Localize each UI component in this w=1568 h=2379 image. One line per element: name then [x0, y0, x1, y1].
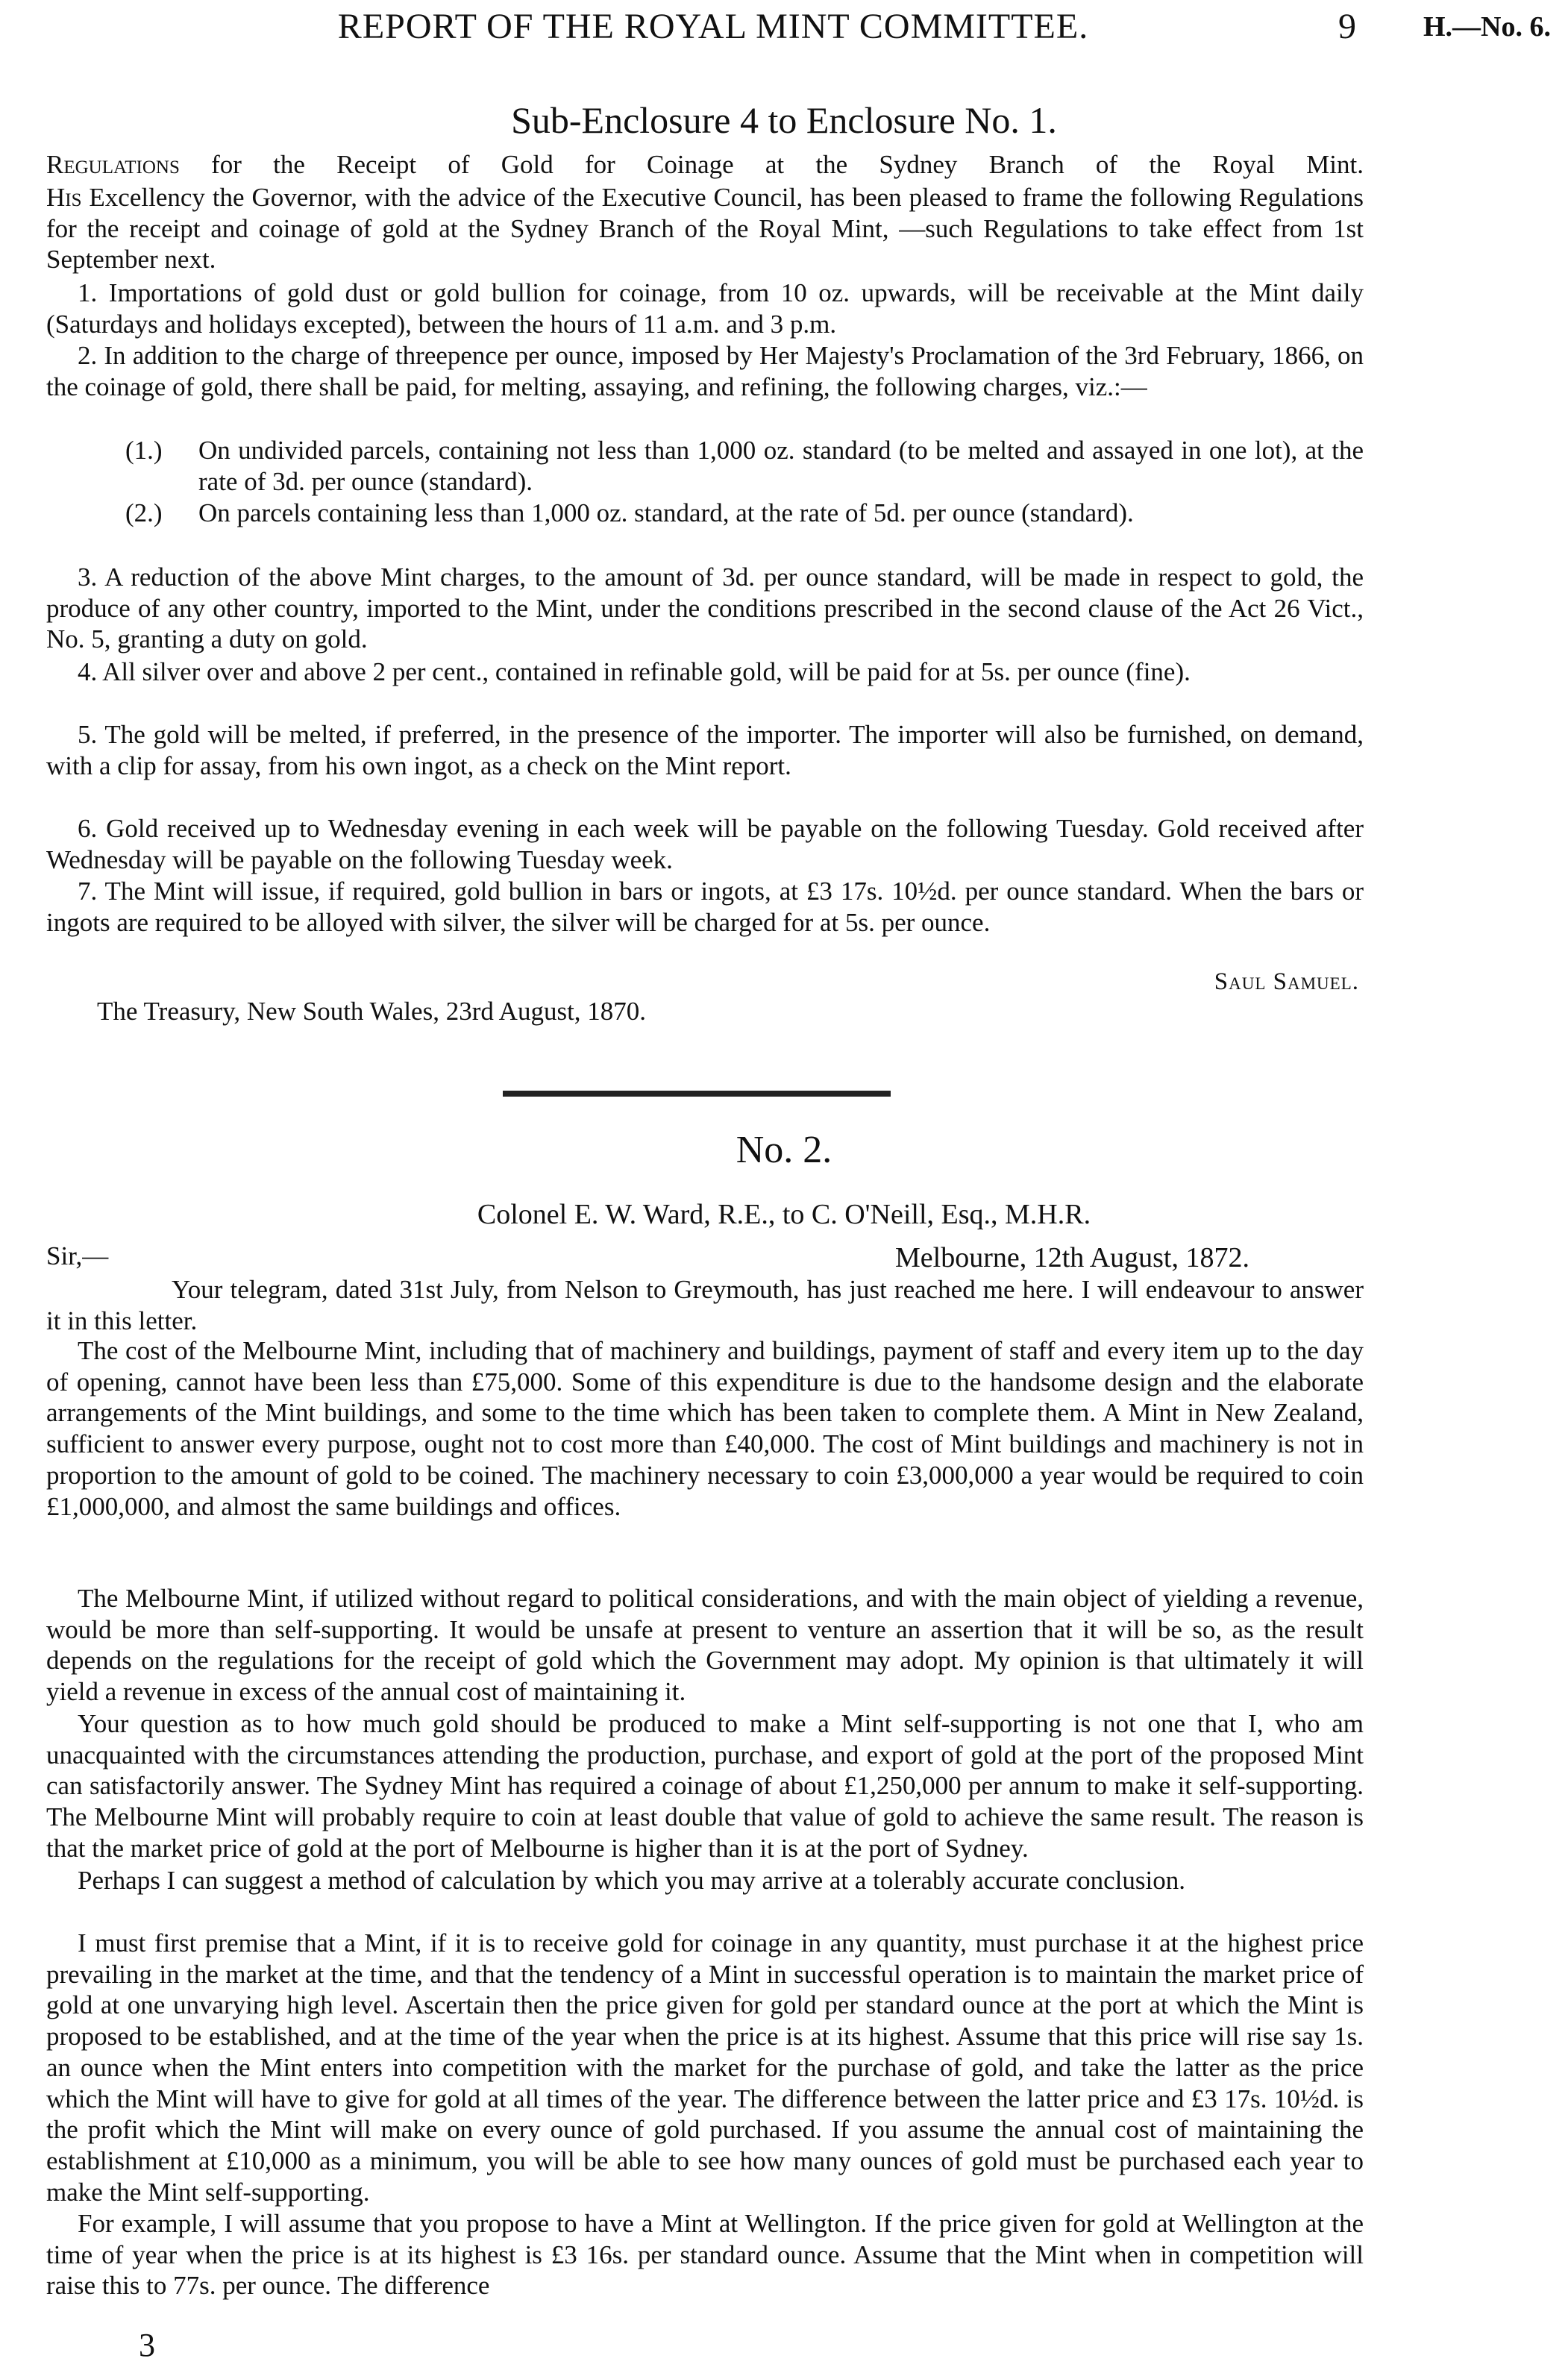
- regulations-intro: [46, 182, 1364, 275]
- regulations-heading: [46, 149, 1364, 181]
- paper-reference: H.—No. 6.: [1423, 11, 1551, 43]
- letter-paragraph-5: Perhaps I can suggest a method of calculation by which you may arrive at a tolerably accurate conclusion.: [78, 1866, 1186, 1895]
- rule-3: 3. A reduction of the above Mint charges, to the amount of 3d. per ounce standard, will be made in respect to gold, the produce of any other country, imported to the Mint, under the conditions prescribed in the second clause of the Act 26 Vict., No. 5, granting a duty on gold.: [46, 562, 1364, 654]
- letter-number: No. 2.: [736, 1129, 832, 1171]
- sub-rule-1-number: (1.): [125, 436, 163, 465]
- intro-rest: Excellency the Governor, with the advice of the Executive Council, has been pleased to frame the following Regulations for the receipt and coinage of gold at the Sydney Branch of the Royal Mint, —such Regulations to take effect from 1st September next.: [46, 183, 1364, 275]
- sub-rule-2-text: On parcels containing less than 1,000 oz. standard, at the rate of 5d. per ounce (standard).: [198, 498, 1134, 527]
- letter-address: Colonel E. W. Ward, R.E., to C. O'Neill, Esq., M.H.R.: [477, 1199, 1091, 1230]
- letter-paragraph-1: Your telegram, dated 31st July, from Nelson to Greymouth, has just reached me here. I will endeavour to answer it in this letter.: [46, 1275, 1364, 1335]
- rule-6: 6. Gold received up to Wednesday evening in each week will be payable on the following Tuesday. Gold received after Wednesday will be payable on the following Tuesday week.: [46, 814, 1364, 874]
- regulations-heading-rest: for the Receipt of Gold for Coinage at the Sydney Branch of the Royal Mint.: [179, 150, 1364, 179]
- signature-saul-samuel: Saul Samuel.: [1214, 968, 1359, 995]
- salutation: Sir,—: [46, 1241, 109, 1270]
- sub-rule-1-text: On undivided parcels, containing not less than 1,000 oz. standard (to be melted and assayed in one lot), at the rate of 3d. per ounce (standard).: [198, 436, 1364, 496]
- rule-2: 2. In addition to the charge of threepence per ounce, imposed by Her Majesty's Proclamation of the 3rd February, 1866, on the coinage of gold, there shall be paid, for melting, assaying, and refining, the following charges, viz.:—: [46, 341, 1364, 401]
- sub-enclosure-title: Sub-Enclosure 4 to Enclosure No. 1.: [511, 99, 1057, 141]
- treasury-dateline: The Treasury, New South Wales, 23rd August, 1870.: [97, 997, 647, 1026]
- letter-paragraph-6: I must first premise that a Mint, if it is to receive gold for coinage in any quantity, must purchase it at the highest price prevailing in the market at the time, and that the tendency of a Mint in successful operation is to maintain the market price of gold at one unvarying high level. Ascertain then the price given for gold per standard ounce at the port at which the Mint is proposed to be established, and at the time of the year when the price is at its highest. Assume that this price will rise say 1s. an ounce when the Mint enters into competition with the market for the purchase of gold, and take the latter as the price which the Mint will have to give for gold at all times of the year. The difference between the latter price and £3 17s. 10½d. is the profit which the Mint will make on every ounce of gold purchased. If you assume the annual cost of maintaining the establishment at £10,000 as a minimum, you will be able to see how many ounces of gold must be purchased each year to make the Mint self-supporting.: [46, 1928, 1364, 2207]
- regulations-heading-smallcaps: Regulations: [46, 150, 180, 179]
- place-date: Melbourne, 12th August, 1872.: [895, 1242, 1249, 1273]
- letter-paragraph-2: The cost of the Melbourne Mint, including that of machinery and buildings, payment of staff and every item up to the day of opening, cannot have been less than £75,000. Some of this expenditure is due to the handsome design and the elaborate arrangements of the Mint buildings, and some to the time which has been taken to complete them. A Mint in New Zealand, sufficient to answer every purpose, ought not to cost more than £40,000. The cost of Mint buildings and machinery is not in proportion to the amount of gold to be coined. The machinery necessary to coin £3,000,000 a year would be required to coin £1,000,000, and almost the same buildings and offices.: [46, 1336, 1364, 1521]
- intro-smallcaps: His: [46, 183, 82, 212]
- letter-paragraph-3: The Melbourne Mint, if utilized without regard to political considerations, and with the main object of yielding a revenue, would be more than self-supporting. It would be unsafe at present to venture an assertion that it will be so, as the result depends on the regulations for the receipt of gold which the Government may adopt. My opinion is that ultimately it will yield a revenue in excess of the annual cost of maintaining it.: [46, 1584, 1364, 1707]
- rule-7: 7. The Mint will issue, if required, gold bullion in bars or ingots, at £3 17s. 10½d. per ounce standard. When the bars or ingots are required to be alloyed with silver, the silver will be charged for at 5s. per ounce.: [46, 877, 1364, 937]
- page-number: 9: [1338, 7, 1356, 46]
- letter-paragraph-4: Your question as to how much gold should be produced to make a Mint self-supporting is not one that I, who am unacquainted with the circumstances attending the production, purchase, and export of gold at the port of the proposed Mint can satisfactorily answer. The Sydney Mint has required a coinage of about £1,250,000 per annum to make it self-supporting. The Melbourne Mint will probably require to coin at least double that value of gold to achieve the same result. The reason is that the market price of gold at the port of Melbourne is higher than it is at the port of Sydney.: [46, 1709, 1364, 1863]
- signature-mark: 3: [139, 2327, 155, 2363]
- rule-1: 1. Importations of gold dust or gold bullion for coinage, from 10 oz. upwards, will be receivable at the Mint daily (Saturdays and holidays excepted), between the hours of 11 a.m. and 3 p.m.: [46, 278, 1364, 339]
- running-header: REPORT OF THE ROYAL MINT COMMITTEE.: [337, 7, 1089, 46]
- letter-paragraph-7: For example, I will assume that you propose to have a Mint at Wellington. If the price given for gold at Wellington at the time of year when the price is at its highest is £3 16s. per standard ounce. Assume that the Mint when in competition will raise this to 77s. per ounce. The difference: [46, 2209, 1364, 2301]
- sub-rule-2-number: (2.): [125, 498, 163, 527]
- rule-5: 5. The gold will be melted, if preferred, in the presence of the importer. The importer will also be furnished, on demand, with a clip for assay, from his own ingot, as a check on the Mint report.: [46, 720, 1364, 780]
- section-divider: [503, 1091, 891, 1097]
- rule-4: 4. All silver over and above 2 per cent., contained in refinable gold, will be paid for at 5s. per ounce (fine).: [78, 657, 1191, 686]
